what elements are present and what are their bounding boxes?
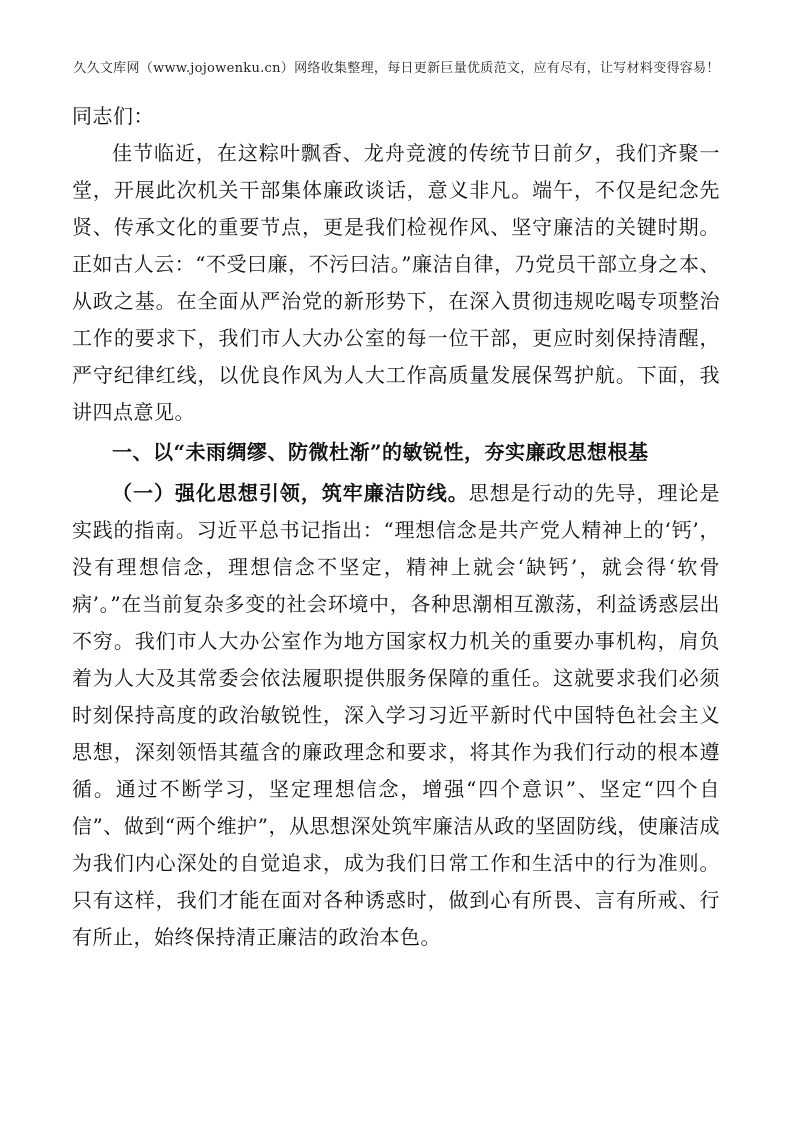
salutation: 同志们： bbox=[72, 104, 154, 128]
page-header-banner: 久久文库网（www.jojowenku.cn）网络收集整理，每日更新巨量优质范文，应有尽有，让写材料变得容易！ bbox=[73, 61, 720, 76]
subsection-1-lead: （一）强化思想引领，筑牢廉洁防线。 bbox=[112, 481, 469, 505]
document-body bbox=[72, 98, 720, 956]
section-1-heading: 一、以“未雨绸缪、防微杜渐”的敏锐性，夯实廉政思想根基 bbox=[112, 440, 649, 464]
intro-paragraph: 佳节临近，在这粽叶飘香、龙舟竞渡的传统节日前夕，我们齐聚一堂，开展此次机关干部集体廉政谈话，意义非凡。端午，不仅是纪念先贤、传承文化的重要节点，更是我们检视作风、坚守廉洁的关键时期。正如古人云：“不受曰廉，不污曰洁。”廉洁自律，乃党员干部立身之本、从政之基。在全面从严治党的新形势下，在深入贯彻违规吃喝专项整治工作的要求下，我们市人大办公室的每一位干部，更应时刻保持清醒，严守纪律红线，以优良作风为人大工作高质量发展保驾护航。下面，我讲四点意见。 bbox=[72, 141, 720, 424]
subsection-1-paragraph bbox=[72, 475, 720, 956]
subsection-1-body: 思想是行动的先导，理论是实践的指南。习近平总书记指出：“理想信念是共产党人精神上的‘钙’，没有理想信念，理想信念不坚定，精神上就会‘缺钙’，就会得‘软骨病’。”在当前复杂多变的社会环境中，各种思潮相互激荡，利益诱惑层出不穷。我们市人大办公室作为地方国家权力机关的重要办事机构，肩负着为人大及其常委会依法履职提供服务保障的重任。这就要求我们必须时刻保持高度的政治敏锐性，深入学习习近平新时代中国特色社会主义思想，深刻领悟其蕴含的廉政理念和要求，将其作为我们行动的根本遵循。通过不断学习，坚定理想信念，增强“四个意识”、坚定“四个自信”、做到“两个维护”，从思想深处筑牢廉洁从政的坚固防线，使廉洁成为我们内心深处的自觉追求，成为我们日常工作和生活中的行为准则。只有这样，我们才能在面对各种诱惑时，做到心有所畏、言有所戒、行有所止，始终保持清正廉洁的政治本色。 bbox=[72, 481, 721, 949]
